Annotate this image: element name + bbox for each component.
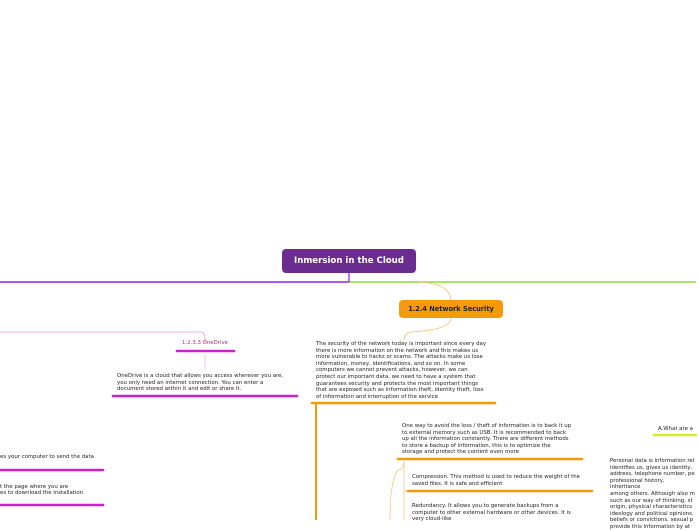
compression-connector: [404, 462, 408, 491]
network-security-intro[interactable]: The security of the network today is important since every day there is more information on the network and this makes us more vulnerable to hacks or scams. The attacks make us lose information, money, identifications, and so on. In some computers we cannot prevent attacks, however, we can protect our important data, we need to have a system that guarantees security and protects the most important things that are exposed such as information theft, identity theft, loss of information and interruption of the service: [316, 341, 487, 400]
redundancy-text[interactable]: Redundancy. It allows you to generate backups from a computer to other external hardware or other devices. It is very cloud-like: [412, 503, 571, 523]
central-topic[interactable]: Inmersion in the Cloud: [282, 249, 416, 273]
left-fragment-2b[interactable]: es to download the installation: [0, 490, 84, 496]
compression-text[interactable]: Compression. This method is used to reduce the weight of the saved files. It is safe and efficient: [412, 474, 580, 487]
backup-text[interactable]: One way to avoid the loss / theft of information is to back it up to external memory such as USB. It is recommended to back up all the information constantly. There are different methods to store a backup of information, this is to optimize the storage and protect the content even more: [402, 423, 572, 456]
left-fragment-1[interactable]: es your computer to send the data: [0, 454, 94, 460]
network-security-connector: [420, 282, 451, 300]
right-branch-label[interactable]: A.What are a: [658, 426, 693, 432]
left-fragment-2a[interactable]: t the page where you are: [0, 484, 69, 490]
personal-data-text[interactable]: Personal data is information rel identifies us, gives us identity, address, telephone number, pe professional history, inheritance among others. Although also m such as our way of thinking, st origin, physical characteristics ideology and political opinions, beliefs or convictions, sexual p provide this information by at: [610, 458, 695, 530]
network-security-topic[interactable]: 1.2.4 Network Security: [399, 300, 503, 318]
intro-connector: [404, 318, 451, 340]
backup-subconnector: [390, 459, 404, 520]
onedrive-text[interactable]: OneDrive is a cloud that allows you access wherever you are, you only need an internet connection. You can enter a document stored within it and edit or share it.: [117, 373, 284, 393]
onedrive-title[interactable]: 1.2.3.3 OneDrive: [182, 340, 228, 346]
